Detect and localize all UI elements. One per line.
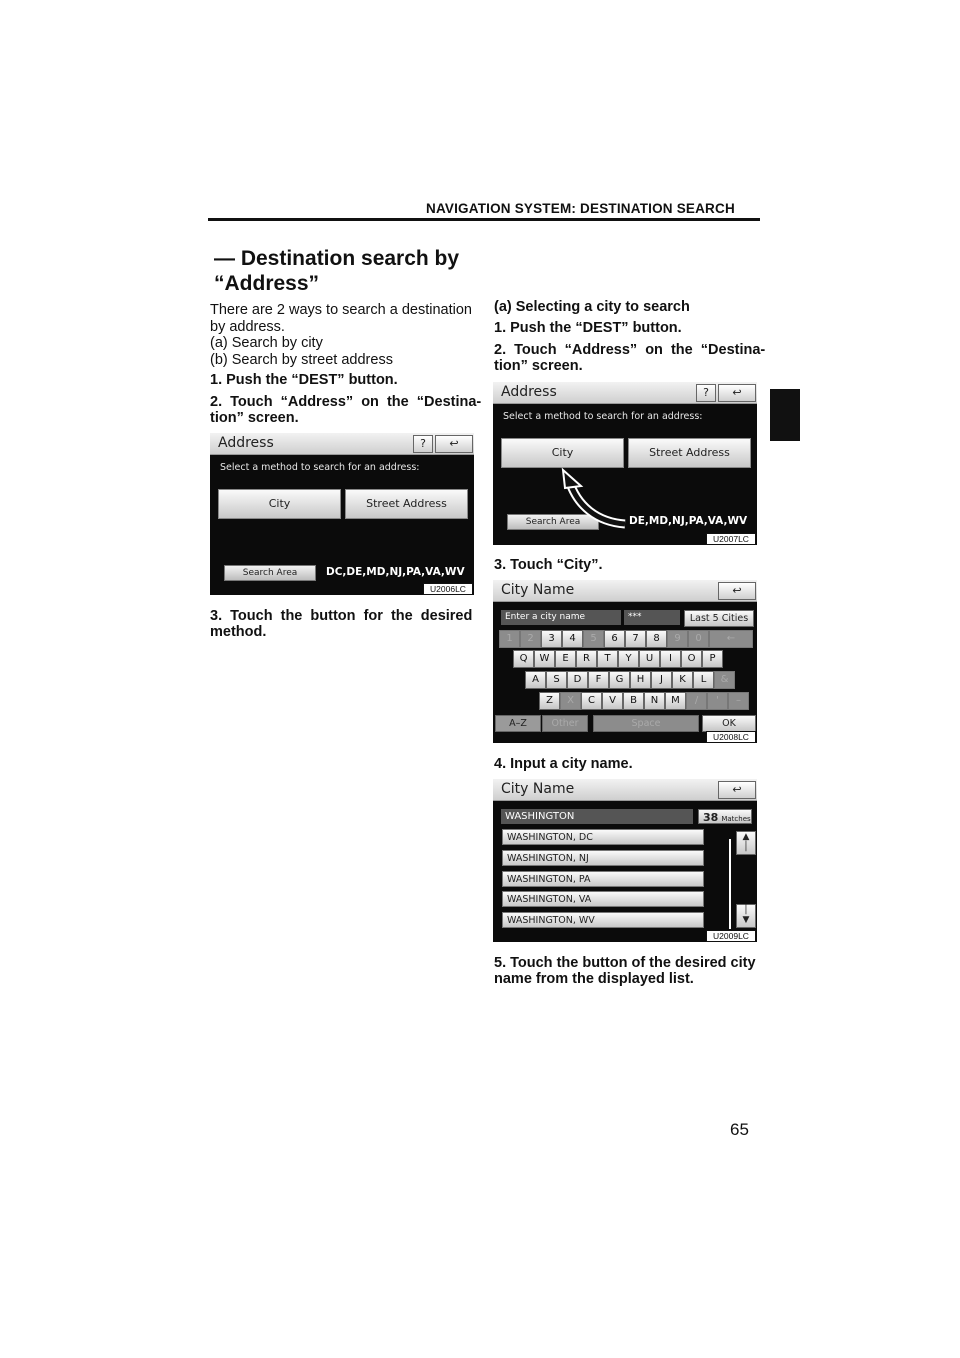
right-step-2b: tion” screen. bbox=[494, 358, 583, 374]
city-button[interactable]: City bbox=[501, 438, 624, 468]
right-step-5a: 5. Touch the button of the desired city bbox=[494, 955, 756, 971]
back-arrow-icon: ↩ bbox=[732, 584, 742, 597]
key[interactable]: Y bbox=[618, 650, 639, 668]
screen-title: Address bbox=[218, 435, 274, 451]
figure-code: U2008LC bbox=[706, 731, 756, 743]
key[interactable]: F bbox=[588, 671, 609, 689]
list-item[interactable]: WASHINGTON, NJ bbox=[502, 850, 704, 866]
key[interactable]: W bbox=[534, 650, 555, 668]
figure-code: U2006LC bbox=[423, 583, 473, 595]
scroll-down-icon: │ ▼ bbox=[742, 905, 750, 925]
city-results-screen bbox=[493, 779, 757, 942]
key[interactable]: M bbox=[665, 692, 686, 710]
key[interactable]: D bbox=[567, 671, 588, 689]
ok-button[interactable]: OK bbox=[702, 715, 756, 732]
key[interactable]: O bbox=[681, 650, 702, 668]
intro-line: (a) Search by city bbox=[210, 335, 323, 351]
figure-code: U2007LC bbox=[706, 533, 756, 545]
screen-title: City Name bbox=[501, 582, 575, 598]
key[interactable]: P bbox=[702, 650, 723, 668]
other-button: Other bbox=[542, 715, 588, 732]
prompt-text: Select a method to search for an address: bbox=[220, 462, 420, 473]
key: X bbox=[560, 692, 581, 710]
left-step-1: 1. Push the “DEST” button. bbox=[210, 372, 398, 388]
key: & bbox=[714, 671, 735, 689]
key[interactable]: K bbox=[672, 671, 693, 689]
key[interactable]: B bbox=[623, 692, 644, 710]
key[interactable]: T bbox=[597, 650, 618, 668]
chapter-tab bbox=[770, 389, 800, 441]
right-step-1: 1. Push the “DEST” button. bbox=[494, 320, 682, 336]
right-step-5b: name from the displayed list. bbox=[494, 971, 694, 987]
a-z-button[interactable]: A–Z bbox=[495, 715, 541, 732]
search-area-value: DC,DE,MD,NJ,PA,VA,WV bbox=[326, 566, 465, 578]
back-button[interactable] bbox=[435, 435, 473, 453]
key[interactable]: J bbox=[651, 671, 672, 689]
intro-line: (b) Search by street address bbox=[210, 351, 393, 368]
scroll-down-button[interactable] bbox=[736, 904, 756, 928]
search-area-button[interactable]: Search Area bbox=[224, 565, 316, 581]
key[interactable]: V bbox=[602, 692, 623, 710]
key: / bbox=[686, 692, 707, 710]
back-button[interactable] bbox=[718, 781, 756, 799]
key[interactable]: 4 bbox=[562, 630, 583, 648]
key: 2 bbox=[520, 630, 541, 648]
page-number: 65 bbox=[730, 1120, 749, 1139]
running-header: NAVIGATION SYSTEM: DESTINATION SEARCH bbox=[426, 201, 735, 216]
key[interactable]: S bbox=[546, 671, 567, 689]
scroll-up-icon: ▲ │ bbox=[742, 832, 750, 852]
city-name-stars: *** bbox=[624, 610, 680, 625]
back-arrow-icon: ↩ bbox=[732, 783, 742, 796]
last-5-cities-button[interactable]: Last 5 Cities bbox=[684, 610, 754, 627]
matches-count bbox=[698, 809, 752, 824]
match-count: 38 bbox=[703, 811, 719, 824]
key: ' bbox=[707, 692, 728, 710]
street-address-button[interactable]: Street Address bbox=[345, 489, 468, 519]
city-name-input[interactable]: WASHINGTON bbox=[501, 809, 693, 824]
intro-text bbox=[210, 302, 478, 368]
pointer-arrow-icon bbox=[493, 382, 757, 545]
header-rule bbox=[208, 218, 760, 221]
key[interactable]: R bbox=[576, 650, 597, 668]
key: – bbox=[728, 692, 749, 710]
city-keyboard-screen bbox=[493, 580, 757, 743]
key[interactable]: Z bbox=[539, 692, 560, 710]
help-button[interactable]: ? bbox=[413, 435, 433, 453]
list-item[interactable]: WASHINGTON, DC bbox=[502, 829, 704, 845]
key[interactable]: A bbox=[525, 671, 546, 689]
right-heading: (a) Selecting a city to search bbox=[494, 299, 690, 315]
intro-line: There are 2 ways to search a destination bbox=[210, 302, 472, 318]
back-button[interactable] bbox=[718, 582, 756, 600]
key[interactable]: I bbox=[660, 650, 681, 668]
search-area-value: DE,MD,NJ,PA,VA,WV bbox=[629, 515, 748, 527]
key: 5 bbox=[583, 630, 604, 648]
list-item[interactable]: WASHINGTON, PA bbox=[502, 871, 704, 887]
screen-title: City Name bbox=[501, 781, 575, 797]
key[interactable]: 3 bbox=[541, 630, 562, 648]
address-screen-1 bbox=[210, 433, 474, 595]
back-arrow-icon: ↩ bbox=[732, 386, 742, 399]
back-arrow-icon: ↩ bbox=[449, 437, 459, 450]
city-button[interactable]: City bbox=[218, 489, 341, 519]
address-screen-2 bbox=[493, 382, 757, 545]
scrollbar-track bbox=[729, 839, 731, 929]
left-step-2b: tion” screen. bbox=[210, 410, 299, 426]
street-address-button[interactable]: Street Address bbox=[628, 438, 751, 468]
key[interactable]: Q bbox=[513, 650, 534, 668]
key: 1 bbox=[499, 630, 520, 648]
figure-code: U2009LC bbox=[706, 930, 756, 942]
help-button[interactable]: ? bbox=[696, 384, 716, 402]
space-button: Space bbox=[593, 715, 699, 732]
key[interactable]: 8 bbox=[646, 630, 667, 648]
section-title: — Destination search by “Address” bbox=[214, 247, 460, 295]
city-name-input[interactable]: Enter a city name bbox=[501, 610, 621, 625]
backspace-key: ← bbox=[709, 630, 753, 648]
key[interactable]: N bbox=[644, 692, 665, 710]
list-item[interactable]: WASHINGTON, WV bbox=[502, 912, 704, 928]
match-label: Matches bbox=[721, 815, 751, 823]
key[interactable]: C bbox=[581, 692, 602, 710]
left-step-2a: 2. Touch “Address” on the “Destina- bbox=[210, 394, 482, 410]
key: 9 bbox=[667, 630, 688, 648]
left-step-3b: method. bbox=[210, 624, 267, 640]
scroll-up-button[interactable] bbox=[736, 831, 756, 855]
key: 0 bbox=[688, 630, 709, 648]
right-step-2a: 2. Touch “Address” on the “Destina- bbox=[494, 342, 766, 358]
key[interactable]: U bbox=[639, 650, 660, 668]
list-item[interactable]: WASHINGTON, VA bbox=[502, 891, 704, 907]
left-step-3a: 3. Touch the button for the desired bbox=[210, 608, 473, 624]
screen-title: Address bbox=[501, 384, 557, 400]
key[interactable]: G bbox=[609, 671, 630, 689]
prompt-text: Select a method to search for an address: bbox=[503, 411, 703, 422]
right-step-3: 3. Touch “City”. bbox=[494, 557, 603, 573]
key[interactable]: L bbox=[693, 671, 714, 689]
key[interactable]: H bbox=[630, 671, 651, 689]
search-area-button[interactable]: Search Area bbox=[507, 514, 599, 530]
key[interactable]: 6 bbox=[604, 630, 625, 648]
right-step-4: 4. Input a city name. bbox=[494, 756, 633, 772]
key[interactable]: 7 bbox=[625, 630, 646, 648]
intro-line: by address. bbox=[210, 318, 285, 335]
key[interactable]: E bbox=[555, 650, 576, 668]
